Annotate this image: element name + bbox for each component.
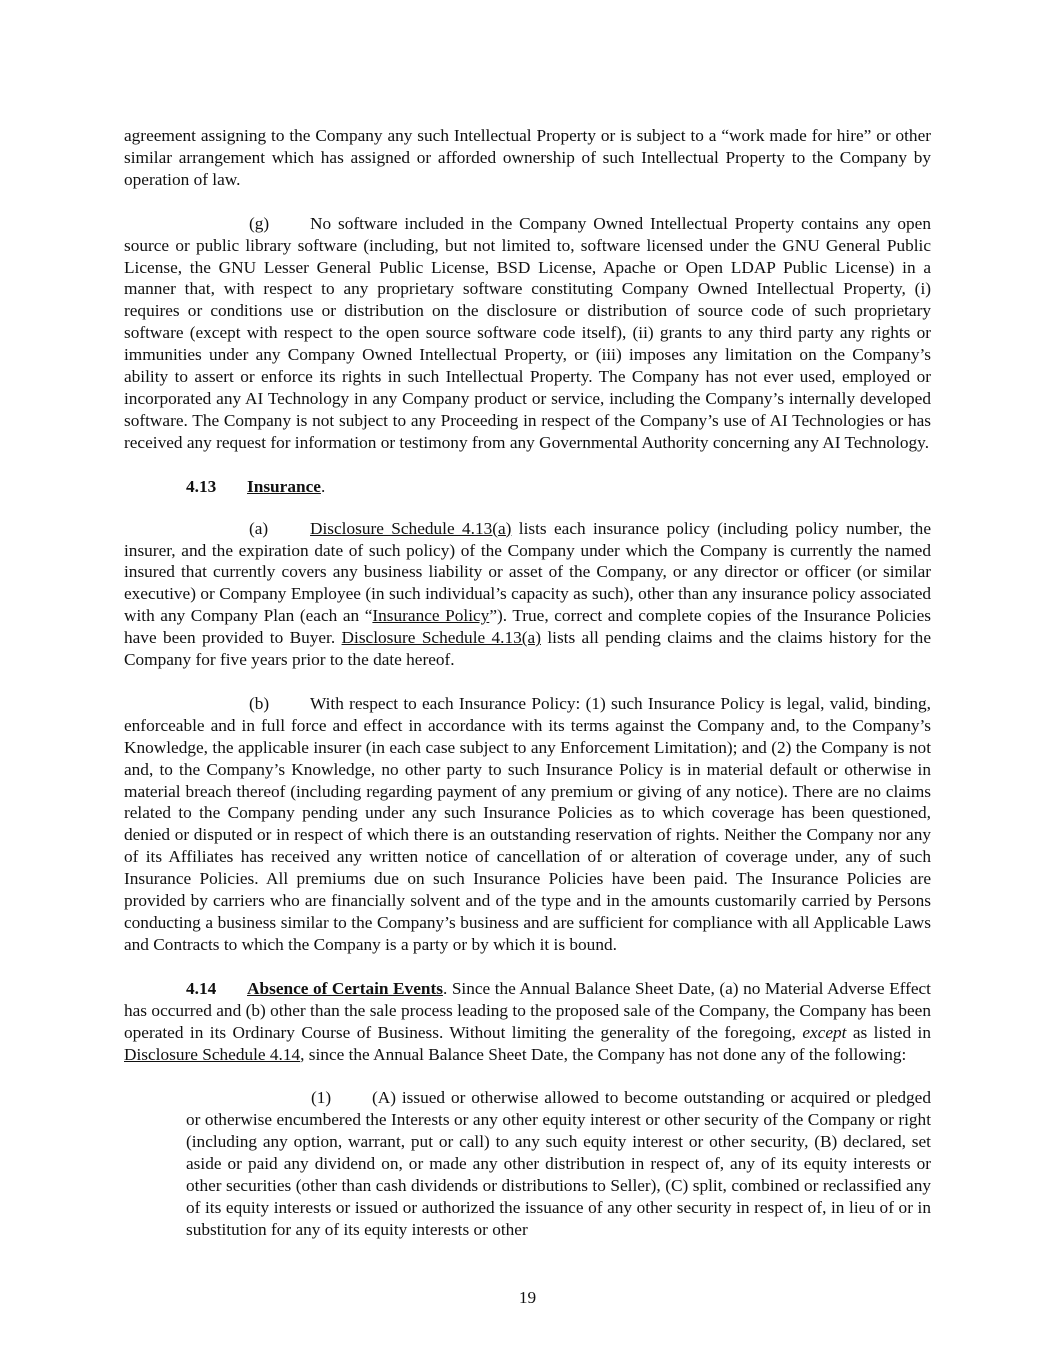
clause-label-b: (b) — [249, 693, 270, 713]
clause-text-g: No software included in the Company Owned Intellectual Property contains any open source or public library software (including, but not limited to, software licensed under the GNU General Public License, the GNU Lesser General Public License, BSD License, Apache or Open LDAP Public License) in a manner that, with respect to any proprietary software constituting Company Owned Intellectual Property, (i) requires or conditions use or distribution on the disclosure or distribution of source code of such proprietary software (except with respect to the open source software code itself), (ii) grants to any third party any rights or immunities under any Company Owned Intellectual Property, or (iii) imposes any limitation on the Company’s ability to assert or enforce its rights in such Intellectual Property. The Company has not ever used, employed or incorporated any AI Technology in any Company product or service, including the Company’s internally developed software. The Company is not subject to any Proceeding in respect of the Company’s use of AI Technologies or has received any request for information or testimony from any Governmental Authority concerning any AI Technology. — [124, 213, 931, 452]
paragraph-4-13-b — [124, 693, 931, 956]
paragraph-g — [124, 213, 931, 454]
page-number: 19 — [518, 1288, 537, 1307]
section-number: 4.13 — [186, 476, 217, 496]
clause-text: as listed in — [846, 1022, 931, 1042]
clause-text: , since the Annual Balance Sheet Date, the Company has not done any of the following: — [300, 1044, 907, 1064]
clause-text: . Since the Annual Balance Sheet Date, (a) no Material Adverse Effect has occurred and (b) other than the sale process leading to the proposed sale of the Company, the Company has been operated in its Ordinary Course of Business. Without limiting the generality of the foregoing, — [124, 978, 931, 1042]
emphasis-except: except — [802, 1022, 847, 1042]
clause-label-a: (a) — [249, 518, 269, 538]
paragraph-4-14-1 — [124, 1087, 931, 1240]
section-heading-4-13 — [124, 476, 931, 498]
section-title: Insurance — [247, 476, 321, 496]
defined-term: Insurance Policy — [372, 606, 490, 626]
schedule-reference: Disclosure Schedule 4.13(a) — [341, 628, 541, 648]
clause-label-1: (1) — [311, 1088, 332, 1108]
section-title-period: . — [320, 476, 326, 496]
clause-text: (A) issued or otherwise allowed to become outstanding or acquired or pledged or otherwise encumbered the Interests or any other equity interest or other security of the Company or right (including any option, warrant, put or call) to any such equity interest or other security, (B) declared, set aside or paid any dividend on, or made any other distribution in respect of, any of its equity interests or other securities (other than cash dividends or distributions to Seller), (C) split, combined or reclassified any of its equity interests or issued or authorized the issuance of any other security in respect of, in lieu of or in substitution for any of its equity interests or other — [186, 1088, 931, 1239]
section-number: 4.14 — [186, 978, 217, 998]
section-title: Absence of Certain Events — [247, 978, 443, 998]
paragraph-4-13-a — [124, 518, 931, 671]
schedule-reference: Disclosure Schedule 4.13(a) — [310, 518, 512, 538]
paragraph-intro: agreement assigning to the Company any such Intellectual Property or is subject to a “work made for hire” or other similar arrangement which has assigned or afforded ownership of such Intellectual Property to the Company by operation of law. — [124, 126, 931, 189]
clause-text: lists all pending claims and the claims history for the Company for five years prior to the date hereof. — [124, 628, 931, 670]
clause-text: With respect to each Insurance Policy: (1) such Insurance Policy is legal, valid, binding, enforceable and in full force and effect in accordance with its terms against the Company and, to the Company’s Knowledge, the applicable insurer (in each case subject to any Enforcement Limitation); and (2) the Company is not and, to the Company’s Knowledge, no other party to such Insurance Policy is in material default or otherwise in material breach thereof (including regarding payment of any premium or giving of any notice). There are no claims related to the Company pending under any such Insurance Policies as to which coverage has been questioned, denied or disputed or in respect of which there is an outstanding reservation of rights. Neither the Company nor any of its Affiliates has received any written notice of cancellation of or alteration of coverage under, any of such Insurance Policies. All premiums due on such Insurance Policies have been paid. The Insurance Policies are provided by carriers who are financially solvent and of the type and in the amounts customarily carried by Persons conducting a business similar to the Company’s business and are sufficient for compliance with all Applicable Laws and Contracts to which the Company is a party or by which it is bound. — [124, 693, 931, 954]
clause-label-g: (g) — [249, 213, 270, 233]
clause-text: lists each insurance policy (including policy number, the insurer, and the expiration date of such policy) of the Company under which the Company is currently the named insured that currently covers any business liability or asset of the Company, or any director or officer (or similar executive) or Company Employee (in such individual’s capacity as such), other than any insurance policy associated with any Company Plan (each an “ — [124, 518, 931, 626]
clause-text: ”). True, correct and complete copies of the Insurance Policies have been provided to Buyer. — [124, 606, 931, 648]
section-4-14 — [124, 978, 931, 1066]
schedule-reference: Disclosure Schedule 4.14 — [124, 1044, 301, 1064]
